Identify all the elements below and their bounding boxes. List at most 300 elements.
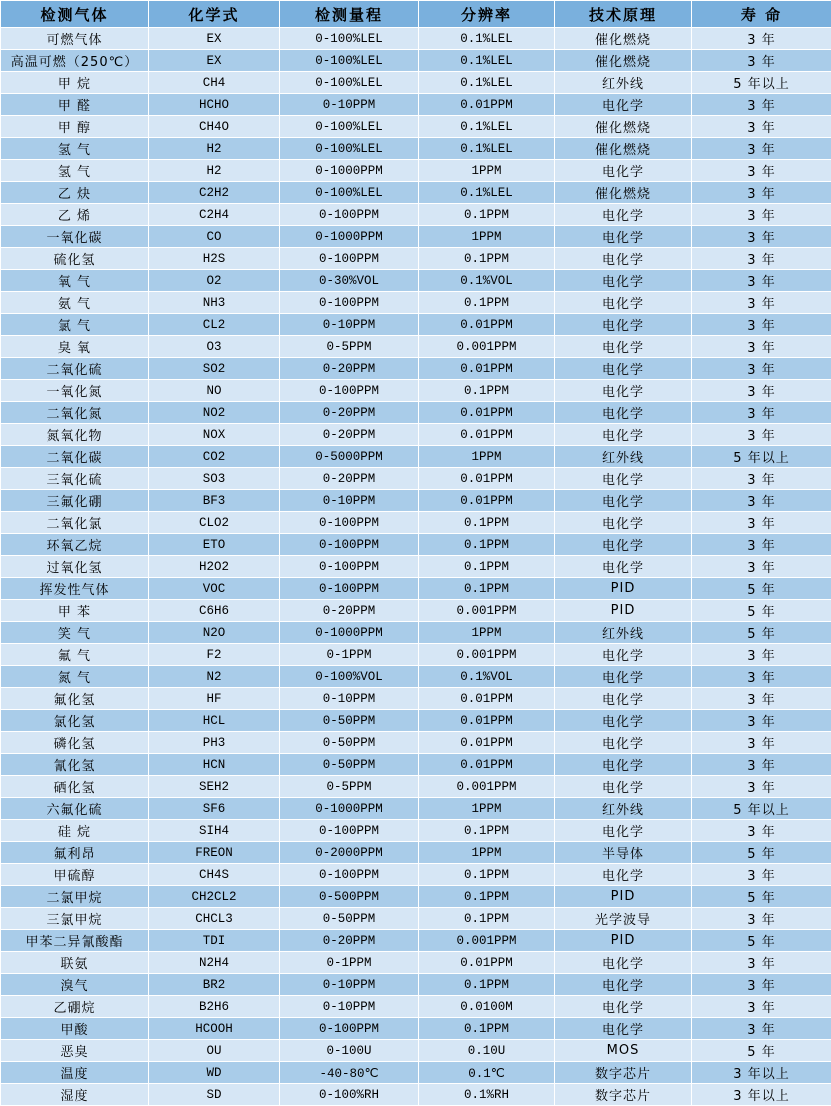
cell-detection-range: 0-5PPM bbox=[280, 776, 419, 798]
cell-chemical-formula: OU bbox=[149, 1040, 280, 1062]
table-row bbox=[1, 996, 831, 1018]
cell-chemical-formula: FREON bbox=[149, 842, 280, 864]
cell-technical-principle: 数字芯片 bbox=[555, 1062, 692, 1084]
cell-detection-range: 0-50PPM bbox=[280, 710, 419, 732]
cell-resolution: 0.001PPM bbox=[419, 600, 555, 622]
cell-lifetime: 5 年以上 bbox=[692, 72, 831, 94]
cell-technical-principle: 红外线 bbox=[555, 622, 692, 644]
cell-gas-name: 三氧化硫 bbox=[1, 468, 149, 490]
cell-detection-range: 0-50PPM bbox=[280, 732, 419, 754]
cell-technical-principle: 电化学 bbox=[555, 160, 692, 182]
cell-resolution: 0.1%LEL bbox=[419, 116, 555, 138]
table-row bbox=[1, 842, 831, 864]
table-header bbox=[1, 1, 831, 28]
table-row bbox=[1, 600, 831, 622]
cell-technical-principle: 电化学 bbox=[555, 512, 692, 534]
column-header-formula: 化学式 bbox=[149, 1, 280, 28]
cell-detection-range: -40-80℃ bbox=[280, 1062, 419, 1084]
cell-resolution: 0.001PPM bbox=[419, 336, 555, 358]
cell-detection-range: 0-100%VOL bbox=[280, 666, 419, 688]
cell-gas-name: 硒化氢 bbox=[1, 776, 149, 798]
cell-gas-name: 湿度 bbox=[1, 1084, 149, 1106]
cell-detection-range: 0-10PPM bbox=[280, 490, 419, 512]
table-row bbox=[1, 820, 831, 842]
cell-lifetime: 3 年 bbox=[692, 270, 831, 292]
table-row bbox=[1, 358, 831, 380]
cell-resolution: 0.1PPM bbox=[419, 248, 555, 270]
cell-chemical-formula: NO2 bbox=[149, 402, 280, 424]
cell-chemical-formula: O3 bbox=[149, 336, 280, 358]
table-header-row bbox=[1, 1, 831, 28]
cell-lifetime: 5 年 bbox=[692, 600, 831, 622]
cell-resolution: 1PPM bbox=[419, 842, 555, 864]
cell-technical-principle: 电化学 bbox=[555, 336, 692, 358]
cell-gas-name: 可燃气体 bbox=[1, 28, 149, 50]
cell-detection-range: 0-20PPM bbox=[280, 424, 419, 446]
cell-detection-range: 0-2000PPM bbox=[280, 842, 419, 864]
cell-lifetime: 3 年 bbox=[692, 204, 831, 226]
table-row bbox=[1, 446, 831, 468]
cell-detection-range: 0-100PPM bbox=[280, 248, 419, 270]
cell-chemical-formula: CO bbox=[149, 226, 280, 248]
table-row bbox=[1, 270, 831, 292]
table-row bbox=[1, 1084, 831, 1106]
cell-resolution: 0.001PPM bbox=[419, 644, 555, 666]
cell-technical-principle: 红外线 bbox=[555, 798, 692, 820]
cell-lifetime: 3 年 bbox=[692, 534, 831, 556]
cell-gas-name: 氨 气 bbox=[1, 292, 149, 314]
cell-chemical-formula: TDI bbox=[149, 930, 280, 952]
table-row bbox=[1, 512, 831, 534]
table-row bbox=[1, 336, 831, 358]
cell-gas-name: 氮 气 bbox=[1, 666, 149, 688]
cell-lifetime: 3 年 bbox=[692, 666, 831, 688]
cell-gas-name: 挥发性气体 bbox=[1, 578, 149, 600]
cell-technical-principle: 电化学 bbox=[555, 402, 692, 424]
cell-gas-name: 甲酸 bbox=[1, 1018, 149, 1040]
cell-lifetime: 3 年 bbox=[692, 28, 831, 50]
column-header-principle: 技术原理 bbox=[555, 1, 692, 28]
cell-detection-range: 0-100%LEL bbox=[280, 138, 419, 160]
cell-chemical-formula: VOC bbox=[149, 578, 280, 600]
cell-detection-range: 0-100%LEL bbox=[280, 50, 419, 72]
cell-lifetime: 3 年 bbox=[692, 336, 831, 358]
cell-lifetime: 3 年 bbox=[692, 314, 831, 336]
cell-chemical-formula: BF3 bbox=[149, 490, 280, 512]
cell-chemical-formula: H2O2 bbox=[149, 556, 280, 578]
cell-chemical-formula: H2 bbox=[149, 138, 280, 160]
cell-technical-principle: 催化燃烧 bbox=[555, 50, 692, 72]
table-row bbox=[1, 1062, 831, 1084]
table-row bbox=[1, 974, 831, 996]
cell-resolution: 0.1%LEL bbox=[419, 182, 555, 204]
cell-resolution: 0.1%RH bbox=[419, 1084, 555, 1106]
cell-gas-name: 二氧化碳 bbox=[1, 446, 149, 468]
cell-gas-name: 过氧化氢 bbox=[1, 556, 149, 578]
cell-lifetime: 5 年以上 bbox=[692, 446, 831, 468]
cell-detection-range: 0-20PPM bbox=[280, 402, 419, 424]
cell-gas-name: 一氧化碳 bbox=[1, 226, 149, 248]
table-row bbox=[1, 886, 831, 908]
cell-detection-range: 0-100PPM bbox=[280, 820, 419, 842]
cell-resolution: 0.1PPM bbox=[419, 578, 555, 600]
cell-lifetime: 3 年 bbox=[692, 226, 831, 248]
cell-technical-principle: 电化学 bbox=[555, 380, 692, 402]
cell-chemical-formula: CH4O bbox=[149, 116, 280, 138]
cell-gas-name: 氰化氢 bbox=[1, 754, 149, 776]
cell-detection-range: 0-100PPM bbox=[280, 1018, 419, 1040]
cell-resolution: 1PPM bbox=[419, 798, 555, 820]
cell-chemical-formula: C6H6 bbox=[149, 600, 280, 622]
cell-resolution: 1PPM bbox=[419, 446, 555, 468]
cell-technical-principle: 电化学 bbox=[555, 996, 692, 1018]
table-row bbox=[1, 930, 831, 952]
table-row bbox=[1, 182, 831, 204]
cell-lifetime: 3 年 bbox=[692, 952, 831, 974]
table-row bbox=[1, 160, 831, 182]
table-row bbox=[1, 864, 831, 886]
cell-technical-principle: 红外线 bbox=[555, 446, 692, 468]
cell-gas-name: 甲 烷 bbox=[1, 72, 149, 94]
cell-lifetime: 5 年 bbox=[692, 1040, 831, 1062]
cell-technical-principle: 电化学 bbox=[555, 556, 692, 578]
cell-technical-principle: 电化学 bbox=[555, 754, 692, 776]
cell-chemical-formula: EX bbox=[149, 50, 280, 72]
cell-lifetime: 3 年 bbox=[692, 688, 831, 710]
cell-gas-name: 氟化氢 bbox=[1, 688, 149, 710]
table-row bbox=[1, 908, 831, 930]
cell-detection-range: 0-100%LEL bbox=[280, 72, 419, 94]
cell-technical-principle: 电化学 bbox=[555, 424, 692, 446]
cell-resolution: 0.1%LEL bbox=[419, 50, 555, 72]
cell-chemical-formula: CH4S bbox=[149, 864, 280, 886]
cell-lifetime: 3 年 bbox=[692, 138, 831, 160]
table-row bbox=[1, 710, 831, 732]
cell-technical-principle: 电化学 bbox=[555, 314, 692, 336]
cell-technical-principle: 电化学 bbox=[555, 732, 692, 754]
table-row bbox=[1, 952, 831, 974]
table-row bbox=[1, 226, 831, 248]
cell-gas-name: 甲 醛 bbox=[1, 94, 149, 116]
cell-technical-principle: 电化学 bbox=[555, 358, 692, 380]
cell-resolution: 0.01PPM bbox=[419, 490, 555, 512]
cell-resolution: 0.1%VOL bbox=[419, 270, 555, 292]
cell-resolution: 1PPM bbox=[419, 622, 555, 644]
table-row bbox=[1, 94, 831, 116]
cell-resolution: 0.01PPM bbox=[419, 314, 555, 336]
table-row bbox=[1, 776, 831, 798]
cell-chemical-formula: NO bbox=[149, 380, 280, 402]
cell-resolution: 0.01PPM bbox=[419, 754, 555, 776]
cell-chemical-formula: H2 bbox=[149, 160, 280, 182]
cell-resolution: 0.01PPM bbox=[419, 402, 555, 424]
cell-chemical-formula: F2 bbox=[149, 644, 280, 666]
cell-detection-range: 0-100PPM bbox=[280, 556, 419, 578]
cell-resolution: 0.1PPM bbox=[419, 864, 555, 886]
table-row bbox=[1, 50, 831, 72]
cell-gas-name: 二氯甲烷 bbox=[1, 886, 149, 908]
cell-lifetime: 3 年 bbox=[692, 380, 831, 402]
cell-resolution: 0.1PPM bbox=[419, 1018, 555, 1040]
cell-lifetime: 3 年 bbox=[692, 556, 831, 578]
cell-gas-name: 氢 气 bbox=[1, 138, 149, 160]
cell-chemical-formula: NH3 bbox=[149, 292, 280, 314]
cell-detection-range: 0-1000PPM bbox=[280, 226, 419, 248]
cell-detection-range: 0-100PPM bbox=[280, 380, 419, 402]
table-body bbox=[1, 28, 831, 1106]
cell-technical-principle: 电化学 bbox=[555, 864, 692, 886]
cell-chemical-formula: CLO2 bbox=[149, 512, 280, 534]
cell-detection-range: 0-100PPM bbox=[280, 534, 419, 556]
cell-chemical-formula: B2H6 bbox=[149, 996, 280, 1018]
cell-gas-name: 温度 bbox=[1, 1062, 149, 1084]
cell-chemical-formula: EX bbox=[149, 28, 280, 50]
cell-resolution: 0.1PPM bbox=[419, 512, 555, 534]
cell-lifetime: 3 年以上 bbox=[692, 1062, 831, 1084]
cell-detection-range: 0-10PPM bbox=[280, 94, 419, 116]
table-row bbox=[1, 248, 831, 270]
cell-resolution: 0.1PPM bbox=[419, 886, 555, 908]
cell-gas-name: 恶臭 bbox=[1, 1040, 149, 1062]
cell-resolution: 0.1PPM bbox=[419, 380, 555, 402]
cell-technical-principle: 电化学 bbox=[555, 710, 692, 732]
cell-lifetime: 3 年 bbox=[692, 490, 831, 512]
cell-detection-range: 0-50PPM bbox=[280, 908, 419, 930]
cell-detection-range: 0-10PPM bbox=[280, 314, 419, 336]
cell-detection-range: 0-1PPM bbox=[280, 644, 419, 666]
cell-chemical-formula: BR2 bbox=[149, 974, 280, 996]
cell-gas-name: 甲硫醇 bbox=[1, 864, 149, 886]
cell-technical-principle: 半导体 bbox=[555, 842, 692, 864]
cell-chemical-formula: CH4 bbox=[149, 72, 280, 94]
cell-detection-range: 0-20PPM bbox=[280, 468, 419, 490]
cell-resolution: 0.01PPM bbox=[419, 94, 555, 116]
cell-technical-principle: 催化燃烧 bbox=[555, 138, 692, 160]
cell-chemical-formula: HCHO bbox=[149, 94, 280, 116]
cell-gas-name: 氮氧化物 bbox=[1, 424, 149, 446]
cell-lifetime: 3 年 bbox=[692, 974, 831, 996]
cell-lifetime: 3 年 bbox=[692, 248, 831, 270]
cell-technical-principle: 电化学 bbox=[555, 666, 692, 688]
cell-lifetime: 3 年 bbox=[692, 358, 831, 380]
cell-resolution: 1PPM bbox=[419, 226, 555, 248]
cell-technical-principle: MOS bbox=[555, 1040, 692, 1062]
cell-gas-name: 硅 烷 bbox=[1, 820, 149, 842]
cell-detection-range: 0-20PPM bbox=[280, 600, 419, 622]
cell-gas-name: 甲苯二异氰酸酯 bbox=[1, 930, 149, 952]
cell-technical-principle: PID bbox=[555, 886, 692, 908]
cell-chemical-formula: HCOOH bbox=[149, 1018, 280, 1040]
cell-lifetime: 3 年 bbox=[692, 754, 831, 776]
cell-gas-name: 二氧化氮 bbox=[1, 402, 149, 424]
cell-gas-name: 二氧化硫 bbox=[1, 358, 149, 380]
cell-detection-range: 0-20PPM bbox=[280, 358, 419, 380]
cell-chemical-formula: HCL bbox=[149, 710, 280, 732]
cell-gas-name: 氧 气 bbox=[1, 270, 149, 292]
cell-lifetime: 3 年 bbox=[692, 116, 831, 138]
cell-gas-name: 甲 苯 bbox=[1, 600, 149, 622]
cell-resolution: 0.01PPM bbox=[419, 732, 555, 754]
cell-gas-name: 笑 气 bbox=[1, 622, 149, 644]
cell-resolution: 0.1%LEL bbox=[419, 138, 555, 160]
cell-technical-principle: 催化燃烧 bbox=[555, 182, 692, 204]
table-row bbox=[1, 292, 831, 314]
cell-chemical-formula: H2S bbox=[149, 248, 280, 270]
cell-chemical-formula: C2H2 bbox=[149, 182, 280, 204]
cell-gas-name: 磷化氢 bbox=[1, 732, 149, 754]
cell-technical-principle: 电化学 bbox=[555, 1018, 692, 1040]
cell-detection-range: 0-100PPM bbox=[280, 512, 419, 534]
cell-gas-name: 臭 氧 bbox=[1, 336, 149, 358]
cell-chemical-formula: SIH4 bbox=[149, 820, 280, 842]
cell-technical-principle: 电化学 bbox=[555, 974, 692, 996]
cell-gas-name: 氯化氢 bbox=[1, 710, 149, 732]
column-header-resolution: 分辨率 bbox=[419, 1, 555, 28]
cell-detection-range: 0-1000PPM bbox=[280, 160, 419, 182]
cell-detection-range: 0-100%LEL bbox=[280, 182, 419, 204]
cell-lifetime: 5 年 bbox=[692, 578, 831, 600]
table-row bbox=[1, 380, 831, 402]
cell-lifetime: 3 年以上 bbox=[692, 1084, 831, 1106]
cell-resolution: 0.1PPM bbox=[419, 974, 555, 996]
cell-detection-range: 0-100%LEL bbox=[280, 28, 419, 50]
cell-resolution: 0.1PPM bbox=[419, 820, 555, 842]
cell-lifetime: 3 年 bbox=[692, 424, 831, 446]
cell-detection-range: 0-100PPM bbox=[280, 292, 419, 314]
cell-detection-range: 0-100U bbox=[280, 1040, 419, 1062]
cell-resolution: 0.1%LEL bbox=[419, 72, 555, 94]
cell-detection-range: 0-500PPM bbox=[280, 886, 419, 908]
cell-resolution: 0.1PPM bbox=[419, 292, 555, 314]
cell-gas-name: 六氟化硫 bbox=[1, 798, 149, 820]
cell-detection-range: 0-100%LEL bbox=[280, 116, 419, 138]
column-header-gas: 检测气体 bbox=[1, 1, 149, 28]
cell-resolution: 0.1PPM bbox=[419, 534, 555, 556]
cell-chemical-formula: WD bbox=[149, 1062, 280, 1084]
table-row bbox=[1, 402, 831, 424]
cell-chemical-formula: CO2 bbox=[149, 446, 280, 468]
cell-detection-range: 0-100%RH bbox=[280, 1084, 419, 1106]
cell-gas-name: 氢 气 bbox=[1, 160, 149, 182]
cell-technical-principle: 电化学 bbox=[555, 820, 692, 842]
cell-lifetime: 3 年 bbox=[692, 160, 831, 182]
cell-chemical-formula: CH2CL2 bbox=[149, 886, 280, 908]
cell-gas-name: 氟 气 bbox=[1, 644, 149, 666]
cell-technical-principle: 电化学 bbox=[555, 644, 692, 666]
cell-technical-principle: 电化学 bbox=[555, 270, 692, 292]
cell-detection-range: 0-100PPM bbox=[280, 204, 419, 226]
cell-resolution: 0.1PPM bbox=[419, 204, 555, 226]
cell-lifetime: 5 年 bbox=[692, 622, 831, 644]
cell-detection-range: 0-20PPM bbox=[280, 930, 419, 952]
cell-chemical-formula: ETO bbox=[149, 534, 280, 556]
cell-lifetime: 3 年 bbox=[692, 710, 831, 732]
table-row bbox=[1, 1018, 831, 1040]
cell-detection-range: 0-5000PPM bbox=[280, 446, 419, 468]
table-row bbox=[1, 798, 831, 820]
cell-lifetime: 3 年 bbox=[692, 908, 831, 930]
cell-technical-principle: 红外线 bbox=[555, 72, 692, 94]
cell-technical-principle: 电化学 bbox=[555, 94, 692, 116]
table-row bbox=[1, 732, 831, 754]
cell-gas-name: 氟利昂 bbox=[1, 842, 149, 864]
cell-chemical-formula: SO2 bbox=[149, 358, 280, 380]
table-row bbox=[1, 666, 831, 688]
cell-chemical-formula: SF6 bbox=[149, 798, 280, 820]
cell-detection-range: 0-1000PPM bbox=[280, 798, 419, 820]
table-row bbox=[1, 556, 831, 578]
cell-lifetime: 3 年 bbox=[692, 182, 831, 204]
table-row bbox=[1, 688, 831, 710]
cell-resolution: 0.001PPM bbox=[419, 776, 555, 798]
table-row bbox=[1, 578, 831, 600]
cell-technical-principle: 催化燃烧 bbox=[555, 116, 692, 138]
cell-technical-principle: 电化学 bbox=[555, 204, 692, 226]
cell-resolution: 0.01PPM bbox=[419, 688, 555, 710]
cell-lifetime: 3 年 bbox=[692, 732, 831, 754]
cell-chemical-formula: C2H4 bbox=[149, 204, 280, 226]
cell-detection-range: 0-10PPM bbox=[280, 688, 419, 710]
cell-gas-name: 一氧化氮 bbox=[1, 380, 149, 402]
column-header-range: 检测量程 bbox=[280, 1, 419, 28]
table-row bbox=[1, 72, 831, 94]
cell-resolution: 0.01PPM bbox=[419, 710, 555, 732]
cell-gas-name: 甲 醇 bbox=[1, 116, 149, 138]
cell-chemical-formula: N2H4 bbox=[149, 952, 280, 974]
cell-chemical-formula: N2O bbox=[149, 622, 280, 644]
cell-gas-name: 乙硼烷 bbox=[1, 996, 149, 1018]
cell-lifetime: 5 年以上 bbox=[692, 798, 831, 820]
table-row bbox=[1, 622, 831, 644]
table-row bbox=[1, 490, 831, 512]
cell-gas-name: 环氧乙烷 bbox=[1, 534, 149, 556]
cell-gas-name: 乙 炔 bbox=[1, 182, 149, 204]
cell-technical-principle: 电化学 bbox=[555, 468, 692, 490]
cell-chemical-formula: HF bbox=[149, 688, 280, 710]
cell-technical-principle: 电化学 bbox=[555, 534, 692, 556]
cell-gas-name: 三氯甲烷 bbox=[1, 908, 149, 930]
table-row bbox=[1, 204, 831, 226]
table-row bbox=[1, 28, 831, 50]
cell-chemical-formula: HCN bbox=[149, 754, 280, 776]
cell-resolution: 0.01PPM bbox=[419, 424, 555, 446]
cell-technical-principle: 催化燃烧 bbox=[555, 28, 692, 50]
cell-technical-principle: PID bbox=[555, 930, 692, 952]
cell-detection-range: 0-50PPM bbox=[280, 754, 419, 776]
cell-detection-range: 0-10PPM bbox=[280, 996, 419, 1018]
cell-resolution: 0.1PPM bbox=[419, 556, 555, 578]
cell-detection-range: 0-100PPM bbox=[280, 578, 419, 600]
cell-gas-name: 乙 烯 bbox=[1, 204, 149, 226]
cell-lifetime: 5 年 bbox=[692, 842, 831, 864]
table-row bbox=[1, 644, 831, 666]
table-row bbox=[1, 314, 831, 336]
cell-chemical-formula: SD bbox=[149, 1084, 280, 1106]
cell-lifetime: 3 年 bbox=[692, 644, 831, 666]
cell-chemical-formula: SEH2 bbox=[149, 776, 280, 798]
cell-technical-principle: 数字芯片 bbox=[555, 1084, 692, 1106]
cell-lifetime: 3 年 bbox=[692, 512, 831, 534]
cell-lifetime: 5 年 bbox=[692, 886, 831, 908]
cell-resolution: 0.1%VOL bbox=[419, 666, 555, 688]
cell-lifetime: 3 年 bbox=[692, 292, 831, 314]
cell-resolution: 0.001PPM bbox=[419, 930, 555, 952]
cell-gas-name: 高温可燃（250℃） bbox=[1, 50, 149, 72]
table-row bbox=[1, 1040, 831, 1062]
cell-technical-principle: PID bbox=[555, 600, 692, 622]
cell-chemical-formula: SO3 bbox=[149, 468, 280, 490]
table-row bbox=[1, 138, 831, 160]
